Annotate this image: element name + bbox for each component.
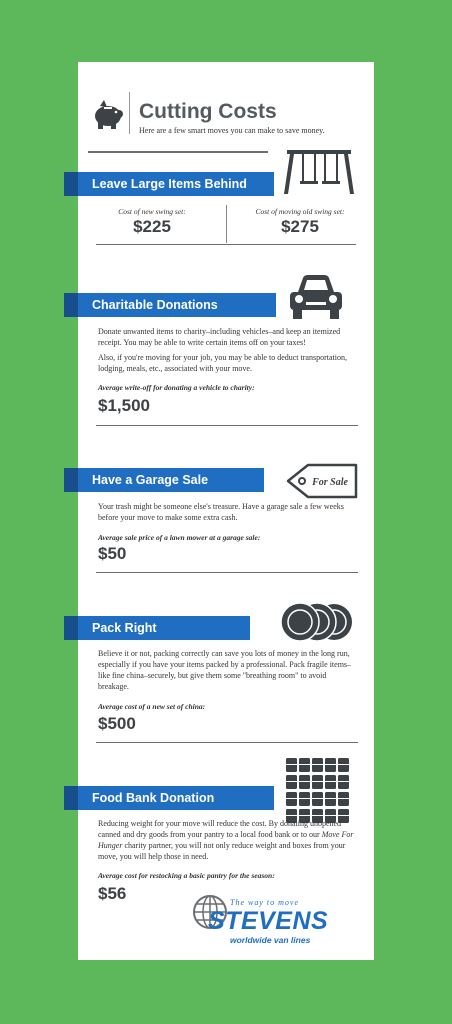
section-banner-food-bank: Food Bank Donation [64, 786, 274, 810]
price-tag-icon [286, 463, 360, 499]
charity-value-caption: Average write-off for donating a vehicle to charity: [98, 383, 255, 392]
brand-logo-text: STEVENS [208, 907, 329, 935]
swing-set-new-caption: Cost of new swing set: [118, 207, 186, 216]
charity-paragraph-1: Donate unwanted items to charity–including vehicles–and keep an itemized receipt. You may be able to write certain items off on your taxes! [98, 327, 341, 347]
section-banner-garage-sale: Have a Garage Sale [64, 468, 264, 492]
food-paragraph-1: Reducing weight for your move will reduce the cost. By donating unopened canned and dry goods from your pantry to a local food bank or to our Move For Hunger charity partner, you will not only reduce weight and boxes from your move, you will help those in need. [98, 819, 354, 861]
section-divider [88, 151, 268, 153]
food-value: $56 [98, 884, 127, 903]
garage-value-caption: Average sale price of a lawn mower at a garage sale: [98, 533, 261, 542]
pack-value: $500 [98, 714, 136, 733]
header-divider [129, 92, 130, 134]
cans-icon [286, 758, 350, 824]
plates-icon [280, 602, 354, 642]
swing-set-move-value: $275 [281, 217, 319, 236]
page-subtitle: Here are a few smart moves you can make to save money. [139, 126, 325, 135]
section-banner-pack-right: Pack Right [64, 616, 250, 640]
section-divider [96, 742, 358, 743]
section-divider [96, 572, 358, 573]
swing-set-move-caption: Cost of moving old swing set: [255, 207, 345, 216]
swing-set-icon [284, 148, 354, 196]
swing-set-new-value: $225 [133, 217, 171, 236]
charity-paragraph-2: Also, if you're moving for your job, you may be able to deduct transportation, lodging, meals, etc., associated with your move. [98, 353, 347, 373]
garage-value: $50 [98, 544, 127, 563]
garage-paragraph-1: Your trash might be someone else's treasure. Have a garage sale a few weeks before your move to make some extra cash. [98, 502, 344, 522]
section-banner-charitable-donations: Charitable Donations [64, 293, 276, 317]
section-divider [96, 244, 356, 245]
tag-text: For Sale [312, 477, 348, 488]
section-banner-leave-large-items: Leave Large Items Behind [64, 172, 274, 196]
charity-value: $1,500 [98, 396, 150, 415]
infographic-card [78, 62, 374, 960]
car-icon [288, 274, 344, 320]
brand-subtitle: worldwide van lines [230, 935, 311, 945]
food-value-caption: Average cost for restocking a basic pantry for the season: [98, 871, 275, 880]
pack-value-caption: Average cost of a new set of china: [98, 702, 206, 711]
pack-paragraph-1: Believe it or not, packing correctly can save you lots of money in the long run, especially if you have your items packed by a professional. Pack fragile items–like fine china–securely, but give them some "breathing room" to avoid breakage. [98, 649, 352, 691]
piggy-bank-icon [90, 98, 124, 130]
page-title: Cutting Costs [139, 100, 277, 123]
footer-tagline: The way to move [230, 898, 299, 907]
section-divider [96, 425, 358, 426]
